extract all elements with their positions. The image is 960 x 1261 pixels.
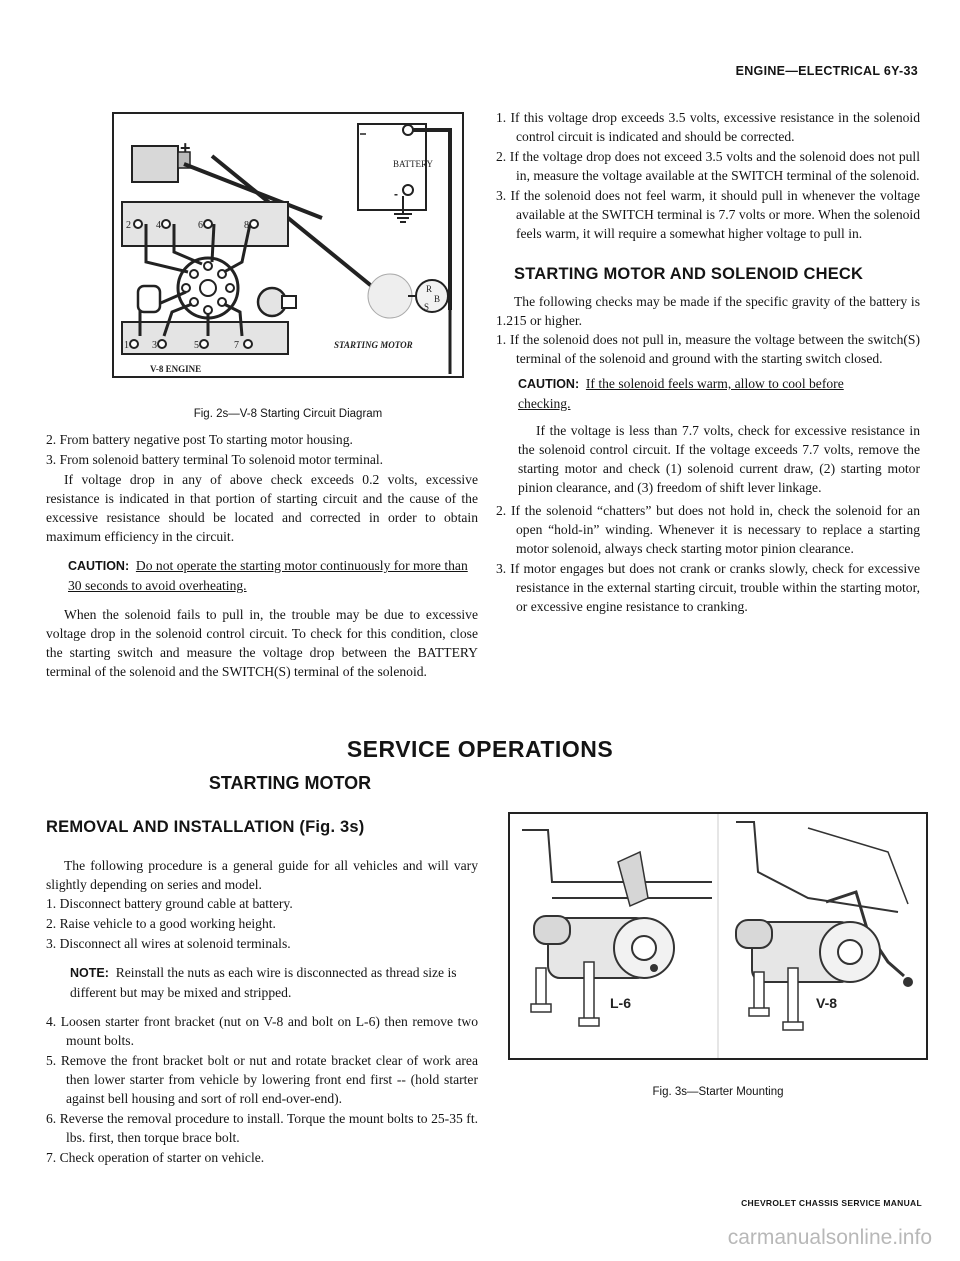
- note-block: [70, 963, 472, 1002]
- l6-label: L-6: [610, 995, 631, 1011]
- terminal-r-label: R: [426, 284, 433, 294]
- check-intro: The following checks may be made if the specific gravity of the battery is 1.215 or higher.: [496, 294, 920, 328]
- cyl-5-label: 5: [194, 340, 199, 351]
- check-step-1: 1. If the solenoid does not pull in, measure the voltage between the switch(S) terminal of the solenoid and ground with the starting switch closed.: [496, 332, 920, 366]
- service-operations-title: SERVICE OPERATIONS: [346, 736, 614, 762]
- removal-step-1: 1. Disconnect battery ground cable at battery.: [46, 896, 293, 911]
- motor-label: STARTING MOTOR: [334, 340, 413, 350]
- removal-heading: REMOVAL AND INSTALLATION (Fig. 3s): [46, 818, 365, 836]
- removal-step-5: 5. Remove the front bracket bolt or nut and rotate bracket clear of work area then lower starter from vehicle by lowering front end first -- (hold starter against bell housing and sort of roll end-over-end).: [46, 1053, 478, 1106]
- check-item-2: 2. From battery negative post To starting motor housing.: [46, 432, 353, 447]
- page-header: ENGINE—ELECTRICAL 6Y-33: [735, 64, 918, 78]
- check-item-3: 3. From solenoid battery terminal To solenoid motor terminal.: [46, 452, 384, 467]
- fig-3s-caption: Fig. 3s—Starter Mounting: [652, 1086, 784, 1098]
- caution-block-left: [68, 556, 472, 595]
- solenoid-fail-paragraph: When the solenoid fails to pull in, the trouble may be due to excessive voltage drop in the solenoid control circuit. To check for this condition, close the starting switch and measure the voltage drop between the BATTERY terminal of the solenoid and the SWITCH(S) terminal of the solenoid.: [46, 607, 478, 679]
- page-footer: CHEVROLET CHASSIS SERVICE MANUAL: [741, 1198, 922, 1208]
- engine-label: V-8 ENGINE: [150, 364, 202, 374]
- caution-block-right: [518, 374, 896, 413]
- v8-label: V-8: [816, 995, 838, 1011]
- distributor-bottom-panel: [122, 322, 288, 354]
- check-step-2: 2. If the solenoid “chatters” but does not hold in, check the solenoid for an open “hold-in” winding. Whenever it is necessary to replace a starting motor solenoid, always check starting motor pinion clearance.: [496, 503, 920, 556]
- right-column-top: [496, 108, 920, 617]
- starting-circuit-diagram: [112, 112, 464, 378]
- caution-label-right: CAUTION:: [518, 377, 580, 391]
- cyl-8-label: 8: [244, 220, 249, 231]
- minus-label: -: [394, 187, 398, 201]
- note-label: NOTE:: [70, 966, 109, 980]
- fig-2s-caption: Fig. 2s—V-8 Starting Circuit Diagram: [193, 408, 383, 420]
- removal-step-4: 4. Loosen starter front bracket (nut on V-8 and bolt on L-6) then remove two mount bolts.: [46, 1014, 478, 1048]
- starter-mounting-figure: [508, 812, 928, 1060]
- removal-procedure: [46, 856, 478, 1168]
- drop-item-1: 1. If this voltage drop exceeds 3.5 volts, excessive resistance in the solenoid control circuit is indicated and should be corrected.: [496, 110, 920, 144]
- left-column-top: [46, 430, 478, 681]
- ignition-coil: [138, 286, 160, 312]
- terminal-s-label: S: [424, 302, 430, 312]
- battery-positive-post: [403, 125, 413, 135]
- cyl-2-label: 2: [126, 220, 131, 231]
- watermark: carmanualsonline.info: [727, 1226, 932, 1249]
- removal-intro: The following procedure is a general guide for all vehicles and will vary slightly depending on series and model.: [46, 858, 478, 892]
- caution-text: Do not operate the starting motor continuously for more than 30 seconds to avoid overheating.: [68, 558, 468, 593]
- caution-text-right: If the solenoid feels warm, allow to cool before checking.: [518, 376, 844, 411]
- removal-step-6: 6. Reverse the removal procedure to install. Torque the mount bolts to 25-35 ft. lbs. first, then torque brace bolt.: [46, 1111, 478, 1145]
- terminal-b-label: B: [434, 294, 441, 304]
- section-heading-check: STARTING MOTOR AND SOLENOID CHECK: [514, 265, 864, 283]
- caution-label: CAUTION:: [68, 559, 130, 573]
- removal-step-7: 7. Check operation of starter on vehicle.: [46, 1150, 265, 1165]
- starting-motor: [368, 274, 412, 318]
- drop-item-2: 2. If the voltage drop does not exceed 3.5 volts and the solenoid does not pull in, measure the voltage available at the SWITCH terminal of the solenoid.: [496, 149, 920, 183]
- cyl-6-label: 6: [198, 220, 203, 231]
- drop-item-3: 3. If the solenoid does not feel warm, it should pull in whenever the voltage available at the SWITCH terminal is 7.7 volts or more. When the solenoid feels warm, it will require a somewhat higher voltage to pull in.: [496, 188, 920, 241]
- ignition-switch: [132, 146, 178, 182]
- plus-label: +: [180, 138, 191, 158]
- cyl-1-label: 1: [124, 340, 129, 351]
- starter-mounting-svg: [508, 812, 928, 1060]
- voltage-drop-paragraph: If voltage drop in any of above check exceeds 0.2 volts, excessive resistance is indicated in that portion of starting circuit and the cause of the excessive resistance should be located and corrected in order to obtain maximum efficiency in the circuit.: [46, 472, 478, 544]
- removal-step-3: 3. Disconnect all wires at solenoid terminals.: [46, 936, 291, 951]
- battery-label: BATTERY: [393, 159, 434, 169]
- circuit-diagram-svg: [112, 112, 464, 378]
- starting-motor-subtitle: STARTING MOTOR: [208, 773, 372, 793]
- check-step-3: 3. If motor engages but does not crank or cranks slowly, check for excessive resistance in the external starting circuit, trouble within the starting motor, or excessive engine resistance to cranking.: [496, 561, 920, 614]
- cyl-3-label: 3: [152, 340, 157, 351]
- note-text: Reinstall the nuts as each wire is disconnected as thread size is different but may be mixed and stripped.: [70, 965, 457, 1000]
- check-step-1-detail: If the voltage is less than 7.7 volts, check for excessive resistance in the solenoid control circuit. If the voltage exceeds 7.7 volts, remove the starting motor and check (1) solenoid current draw, (2) starting motor pinion clearance, and (3) freedom of shift lever linkage.: [518, 423, 920, 495]
- battery-negative-post: [403, 185, 413, 195]
- cyl-4-label: 4: [156, 220, 161, 231]
- removal-step-2: 2. Raise vehicle to a good working height.: [46, 916, 276, 931]
- cyl-7-label: 7: [234, 340, 239, 351]
